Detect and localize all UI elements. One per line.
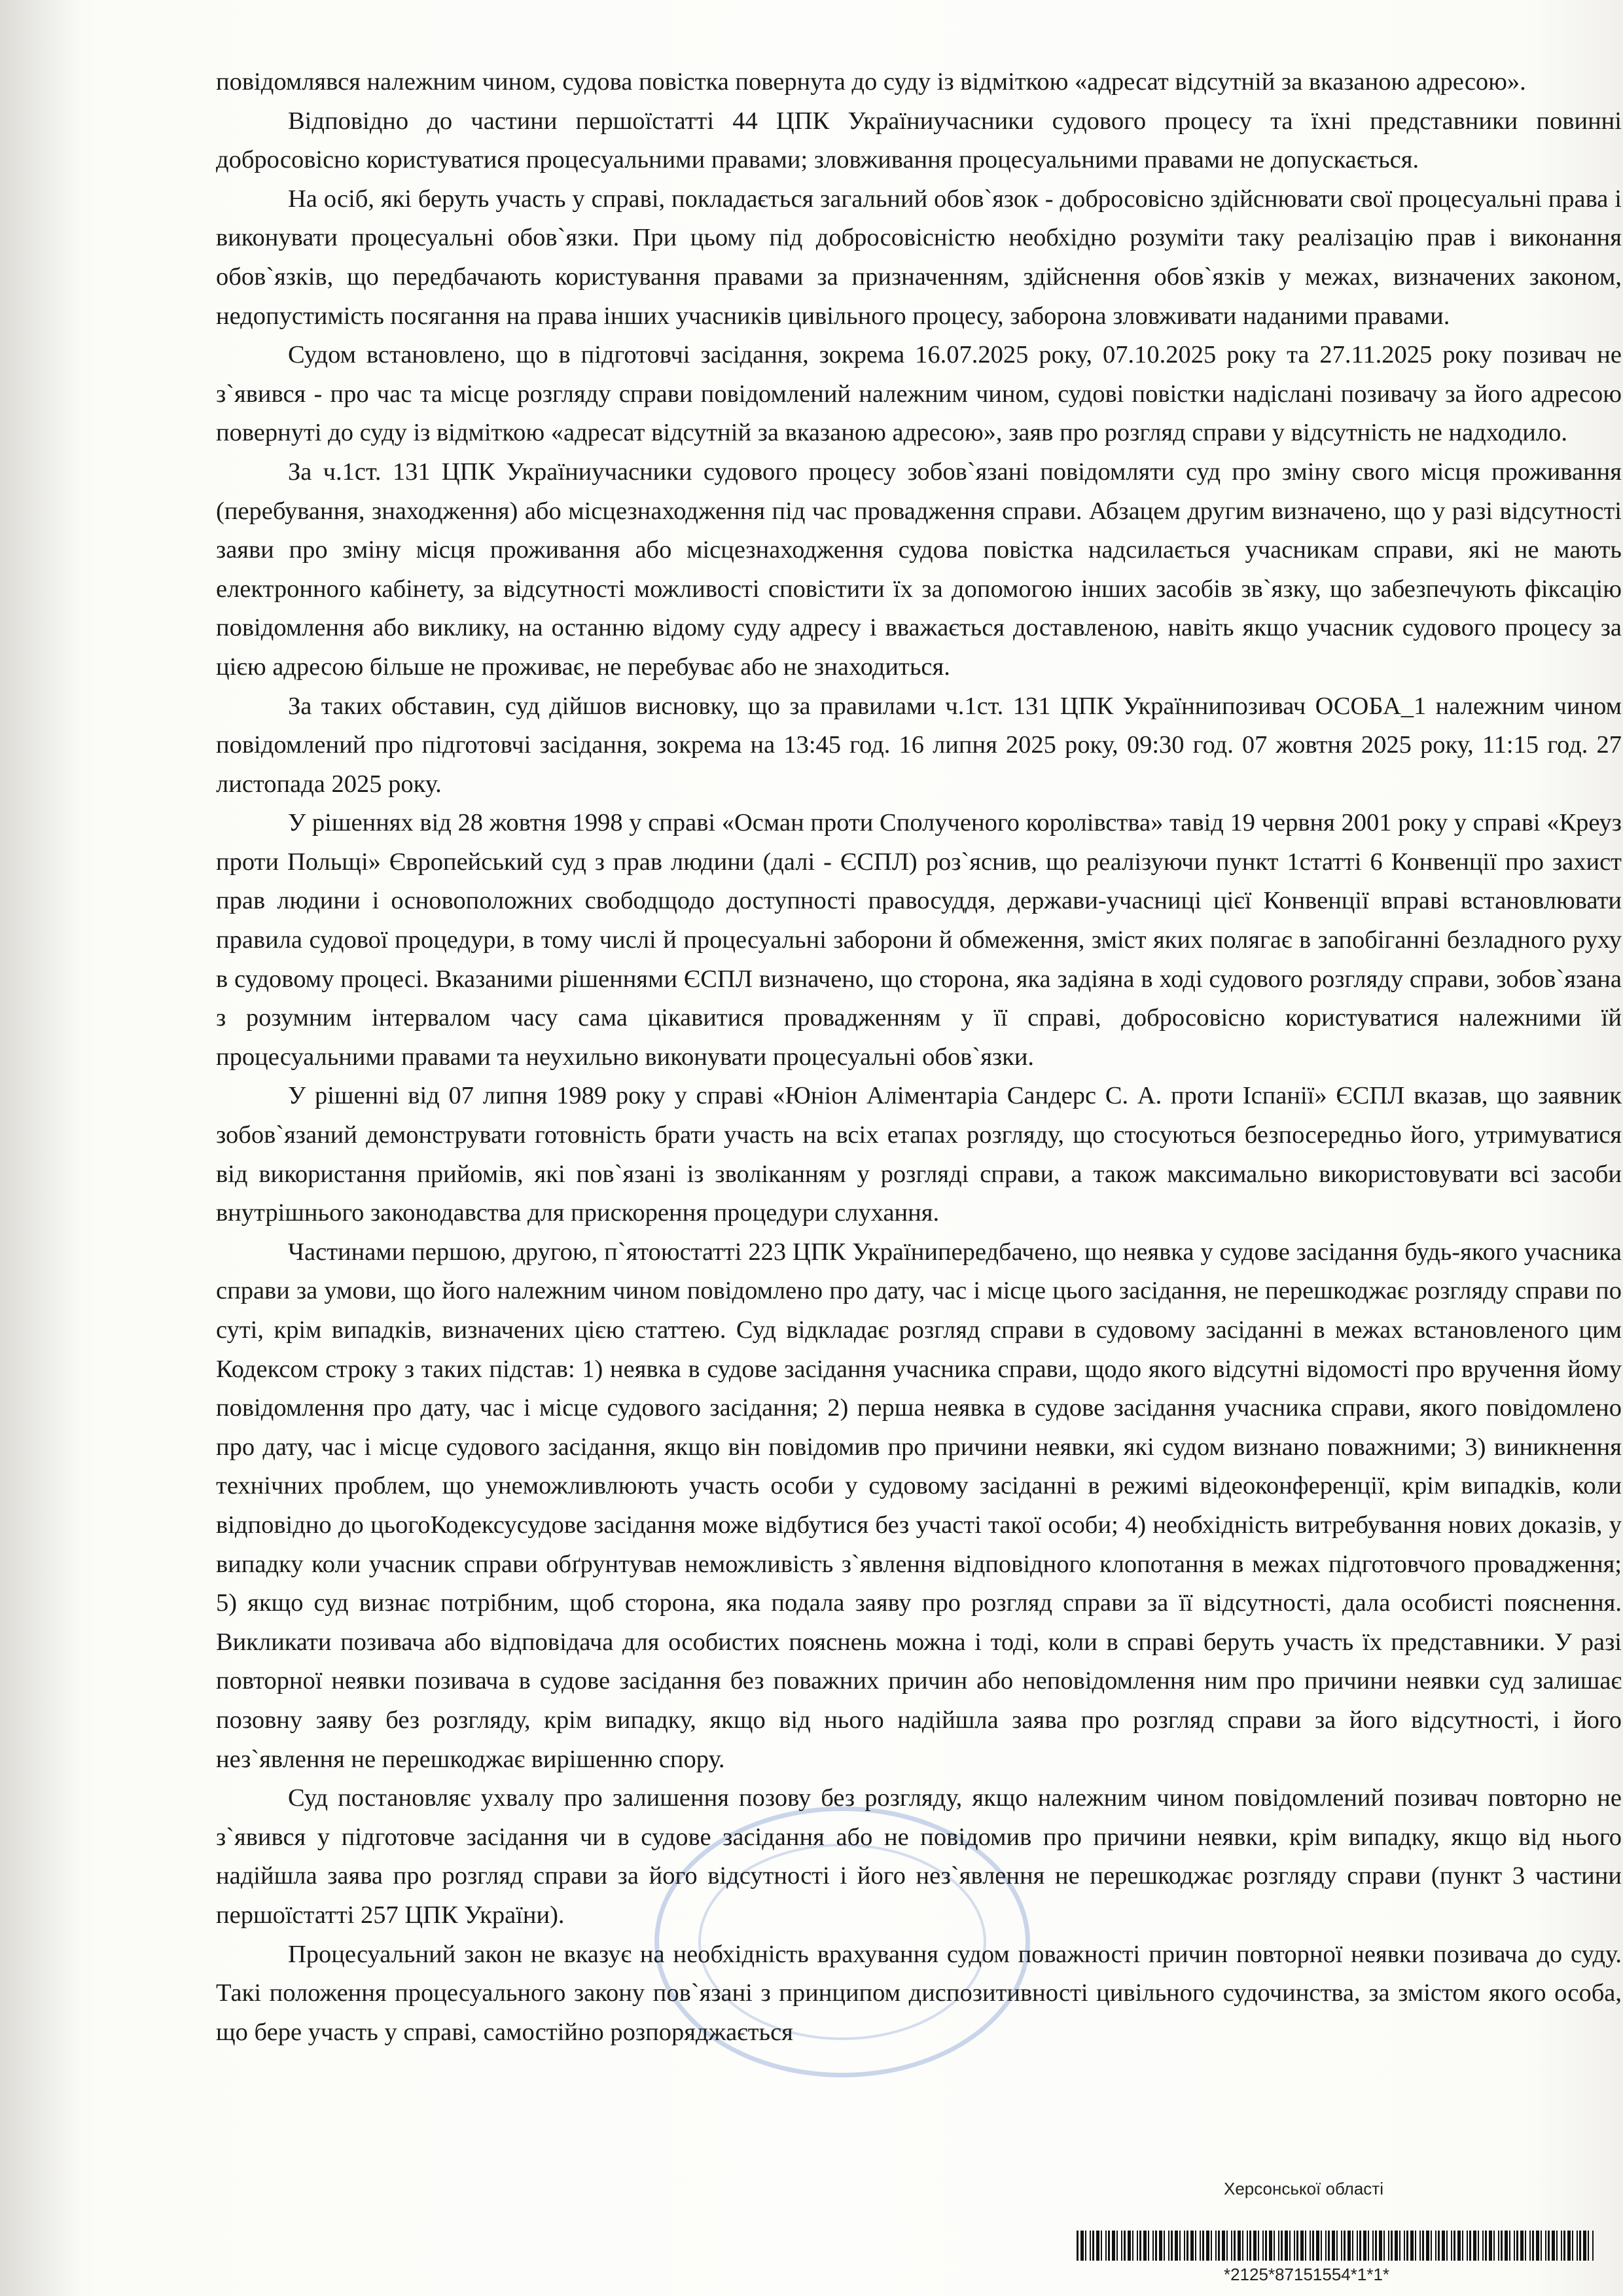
barcode-number: *2125*87151554*1*1* [1224,2265,1390,2284]
court-name-label: Херсонської області [1224,2179,1383,2198]
document-body [216,63,1622,2052]
paragraph: На осіб, які беруть участь у справі, покладається загальний обов`язок - добросовісно здійснювати свої процесуальні права і виконувати процесуальні обов`язки. При цьому під добросовісністю необхідно розуміти таку реалізацію прав і виконання обов`язків, що передбачають користування правами за призначенням, здійснення обов`язків у межах, визначених законом, недопустимість посягання на права інших учасників цивільного процесу, заборона зловживати наданими правами. [216,185,1622,330]
paragraph: Судом встановлено, що в підготовчі засідання, зокрема 16.07.2025 року, 07.10.2025 року та 27.11.2025 року позивач не з`явився - про час та місце розгляду справи повідомлений належним чином, судові повістки надіслані позивачу за його адресою повернуті до суду із відміткою «адресат відсутній за вказаною адресою», заяв про розгляд справи у відсутність не надходило. [216,341,1622,447]
paragraph: У рішеннях від 28 жовтня 1998 у справі «Осман проти Сполученого королівства» тавід 19 червня 2001 року у справі «Креуз проти Польщі» Європейський суд з прав людини (далі - ЄСПЛ) роз`яснив, що реалізуючи пункт 1статті 6 Конвенції про захист прав людини і основоположних свободщодо доступності правосуддя, держави-учасниці цієї Конвенції вправі встановлювати правила судової процедури, в тому числі й процесуальні заборони й обмеження, зміст яких полягає в запобіганні безладного руху в судовому процесі. Вказаними рішеннями ЄСПЛ визначено, що сторона, яка задіяна в ході судового розгляду справи, зобов`язана з розумним інтервалом часу сама цікавитися провадженням у її справі, добросовісно користуватися належними їй процесуальними правами та неухильно виконувати процесуальні обов`язки. [216,809,1622,1071]
paragraph: Частинами першою, другою, п`ятоюстатті 223 ЦПК Українипередбачено, що неявка у судове засідання будь-якого учасника справи за умови, що його належним чином повідомлено про дату, час і місце цього засідання, не перешкоджає розгляду справи по суті, крім випадків, визначених цією статтею. Суд відкладає розгляд справи в судовому засіданні в межах встановленого цим Кодексом строку з таких підстав: 1) неявка в судове засідання учасника справи, щодо якого відсутні відомості про вручення йому повідомлення про дату, час і місце судового засідання; 2) перша неявка в судове засідання учасника справи, якого повідомлено про дату, час і місце судового засідання, якщо він повідомив про причини неявки, які судом визнано поважними; 3) виникнення технічних проблем, що унеможливлюють участь особи у судовому засіданні в режимі відеоконференції, крім випадків, коли відповідно до цьогоКодексусудове засідання може відбутися без участі такої особи; 4) необхідність витребування нових доказів, у випадку коли учасник справи обґрунтував неможливість з`явлення відповідного клопотання в межах підготовчого провадження; 5) якщо суд визнає потрібним, щоб сторона, яка подала заяву про розгляд справи за її відсутності, дала особисті пояснення. Викликати позивача або відповідача для особистих пояснень можна і тоді, коли в справі беруть участь їх представники. У разі повторної неявки позивача в судове засідання без поважних причин або неповідомлення ним про причини неявки суд залишає позовну заяву без розгляду, крім випадку, якщо від нього надійшла заява про розгляд справи за його відсутності, і його нез`явлення не перешкоджає вирішенню спору. [216,1238,1622,1773]
paragraph: Суд постановляє ухвалу про залишення позову без розгляду, якщо належним чином повідомлений позивач повторно не з`явився у підготовче засідання чи в судове засідання або не повідомив про причини неявки, крім випадку, якщо від нього надійшла заява про розгляд справи за його відсутності і його нез`явлення не перешкоджає розгляду справи (пункт 3 частини першоїстатті 257 ЦПК України). [216,1784,1622,1929]
paragraph: За таких обставин, суд дійшов висновку, що за правилами ч.1ст. 131 ЦПК Україннипозивач ОСОБА_1 належним чином повідомлений про підготовчі засідання, зокрема на 13:45 год. 16 липня 2025 року, 09:30 год. 07 жовтня 2025 року, 11:15 год. 27 листопада 2025 року. [216,692,1622,798]
paragraph: У рішенні від 07 липня 1989 року у справі «Юніон Аліментаріа Сандерс С. А. проти Іспанії» ЄСПЛ вказав, що заявник зобов`язаний демонструвати готовність брати участь на всіх етапах розгляду, що стосуються безпосередньо його, утримуватися від використання прийомів, які пов`язані із зволіканням у розгляді справи, а також максимально використовувати всі засоби внутрішнього законодавства для прискорення процедури слухання. [216,1082,1622,1227]
paragraph: За ч.1ст. 131 ЦПК Україниучасники судового процесу зобов`язані повідомляти суд про зміну свого місця проживання (перебування, знаходження) або місцезнаходження під час провадження справи. Абзацем другим визначено, що у разі відсутності заяви про зміну місця проживання або місцезнаходження судова повістка надсилається учасникам справи, які не мають електронного кабінету, за відсутності можливості сповістити їх за допомогою інших засобів зв`язку, що забезпечують фіксацію повідомлення або виклику, на останню відому суду адресу і вважається доставленою, навіть якщо учасник судового процесу за цією адресою більше не проживає, не перебуває або не знаходиться. [216,457,1622,681]
page-edge-shadow [0,0,79,2296]
paragraph: повідомлявся належним чином, судова повістка повернута до суду із відміткою «адресат відсутній за вказаною адресою». [216,68,1526,96]
barcode-icon [1077,2231,1594,2261]
paragraph: Процесуальний закон не вказує на необхідність врахування судом поважності причин повторної неявки позивача до суду. Такі положення процесуального закону пов`язані з принципом диспозитивності цивільного судочинства, за змістом якого особа, що бере участь у справі, самостійно розпоряджається [216,1940,1622,2046]
paragraph: Відповідно до частини першоїстатті 44 ЦПК Україниучасники судового процесу та їхні представники повинні добросовісно користуватися процесуальними правами; зловживання процесуальними правами не допускається. [216,107,1622,174]
